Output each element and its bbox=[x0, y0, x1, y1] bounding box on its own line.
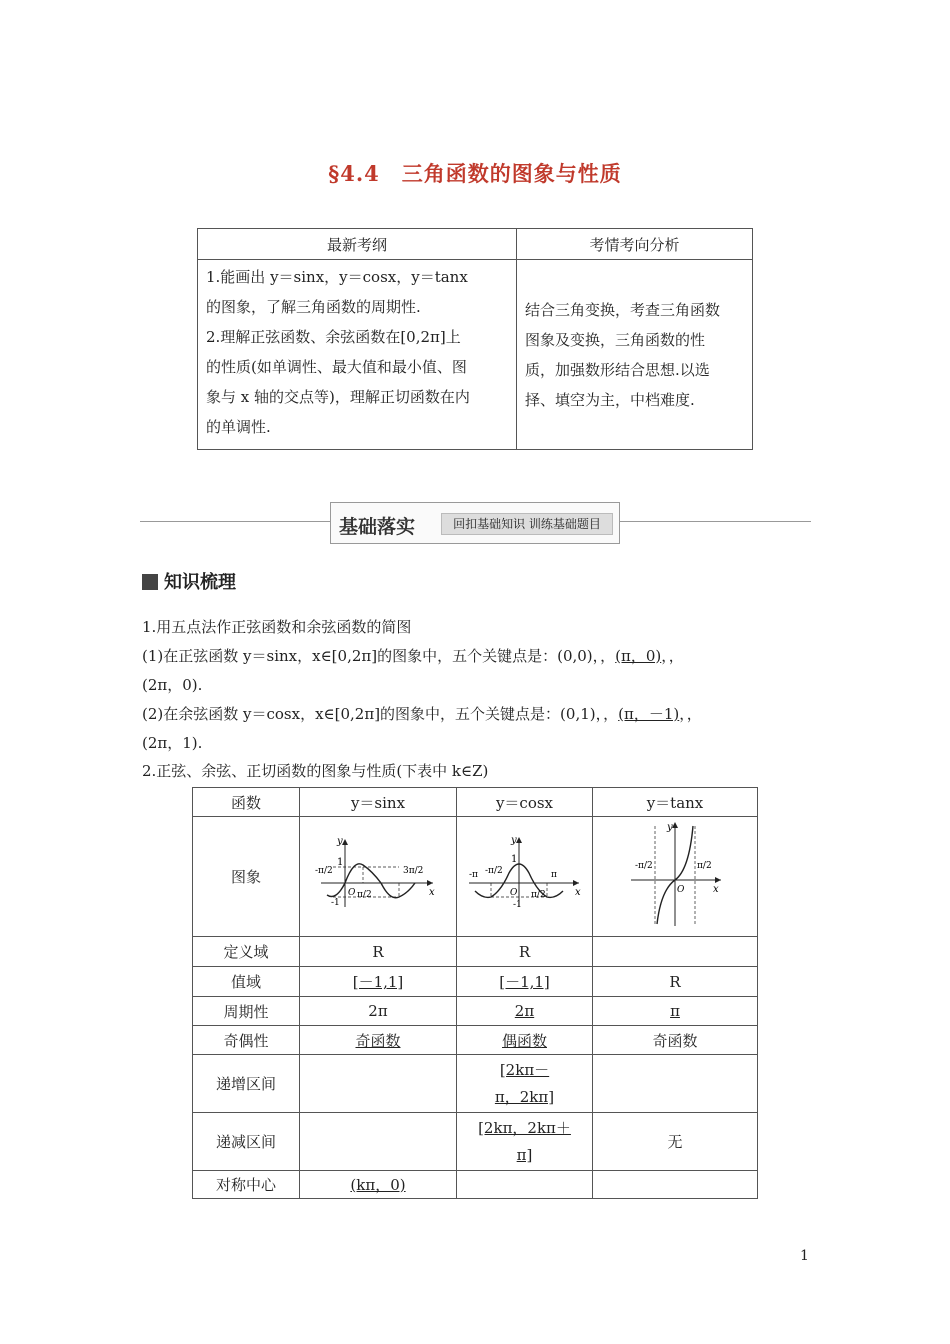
outline-header-right: 考情考向分析 bbox=[517, 229, 753, 260]
outline-table bbox=[197, 228, 753, 450]
cos-graph bbox=[465, 835, 585, 915]
svg-text:O: O bbox=[677, 884, 685, 895]
page-title: §4.4 三角函数的图象与性质 bbox=[328, 161, 622, 186]
banner-sub: 回扣基础知识 训练基础题目 bbox=[441, 513, 613, 535]
outline-left-cell: 1.能画出 y＝sinx，y＝cosx，y＝tanx 的图象，了解三角函数的周期性. 2.理解正弦函数、余弦函数在[0,2π]上 的性质(如单调性、最大值和最小值、图 象与 x 轴的交点等)，理解正切函数在内 的单调性. bbox=[198, 260, 517, 450]
page-number: 1 bbox=[800, 1248, 809, 1264]
svg-text:y: y bbox=[337, 835, 343, 847]
svg-text:x: x bbox=[429, 886, 435, 898]
section-banner bbox=[330, 502, 620, 544]
divider-right bbox=[618, 521, 811, 522]
paragraph-6: 2.正弦、余弦、正切函数的图象与性质(下表中 k∈Z) bbox=[142, 762, 489, 780]
svg-text:O: O bbox=[509, 887, 517, 898]
cos-graph-cell bbox=[457, 817, 593, 937]
tan-graph-cell bbox=[593, 817, 758, 937]
svg-text:x: x bbox=[713, 883, 719, 895]
tan-graph bbox=[625, 820, 725, 930]
outline-header-left: 最新考纲 bbox=[198, 229, 517, 260]
svg-text:x: x bbox=[574, 886, 581, 898]
sin-graph bbox=[313, 835, 443, 915]
svg-text:-1: -1 bbox=[331, 897, 340, 908]
svg-text:y: y bbox=[667, 821, 673, 833]
paragraph-3: (2π，0). bbox=[142, 676, 203, 694]
banner-main: 基础落实 bbox=[339, 516, 416, 538]
svg-text:3π/2: 3π/2 bbox=[403, 865, 424, 876]
paragraph-5: (2π，1). bbox=[142, 734, 203, 752]
svg-text:1: 1 bbox=[510, 853, 517, 865]
svg-text:π/2: π/2 bbox=[357, 889, 372, 900]
svg-text:π/2: π/2 bbox=[697, 860, 712, 871]
svg-text:π/2: π/2 bbox=[530, 889, 546, 900]
properties-table: 函数 y＝sinx y＝cosx y＝tanx 图象 y 1 -π/2 3π/2 π/2 O -1 x y 1 -π -π/2 π/2 π O -1 x y -π/2 π/2 O x 定义域 R R 值域 [－1,1] [－1,1] R 周期性 2π 2π π 奇偶性 奇函数 偶函数 奇函数 递增区间 [2kπ－ π，2kπ] 递减区间 [2kπ，2kπ＋ π] 无 对称中心 (kπ，0) bbox=[192, 787, 758, 1199]
svg-text:O: O bbox=[348, 887, 356, 898]
svg-text:-π: -π bbox=[468, 869, 478, 880]
svg-text:-1: -1 bbox=[512, 899, 522, 910]
svg-text:-π/2: -π/2 bbox=[484, 865, 503, 876]
paragraph-1: 1.用五点法作正弦函数和余弦函数的简图 bbox=[142, 618, 412, 636]
svg-text:π: π bbox=[550, 869, 557, 880]
paragraph-2: (1)在正弦函数 y＝sinx，x∈[0,2π]的图象中，五个关键点是：(0,0)，，(π，0)，， bbox=[142, 647, 684, 665]
divider-left bbox=[140, 521, 330, 522]
svg-text:y: y bbox=[510, 834, 517, 846]
svg-text:-π/2: -π/2 bbox=[315, 865, 333, 876]
sin-graph-cell bbox=[300, 817, 457, 937]
svg-text:-π/2: -π/2 bbox=[635, 860, 653, 871]
outline-right-cell: 结合三角变换，考查三角函数 图象及变换，三角函数的性 质，加强数形结合思想.以选 择、填空为主，中档难度. bbox=[517, 260, 753, 450]
square-bullet-icon bbox=[142, 574, 158, 590]
svg-text:1: 1 bbox=[337, 856, 344, 868]
paragraph-4: (2)在余弦函数 y＝cosx，x∈[0,2π]的图象中，五个关键点是：(0,1)，，(π，－1)，， bbox=[142, 705, 702, 723]
section-heading: 知识梳理 bbox=[142, 568, 236, 594]
